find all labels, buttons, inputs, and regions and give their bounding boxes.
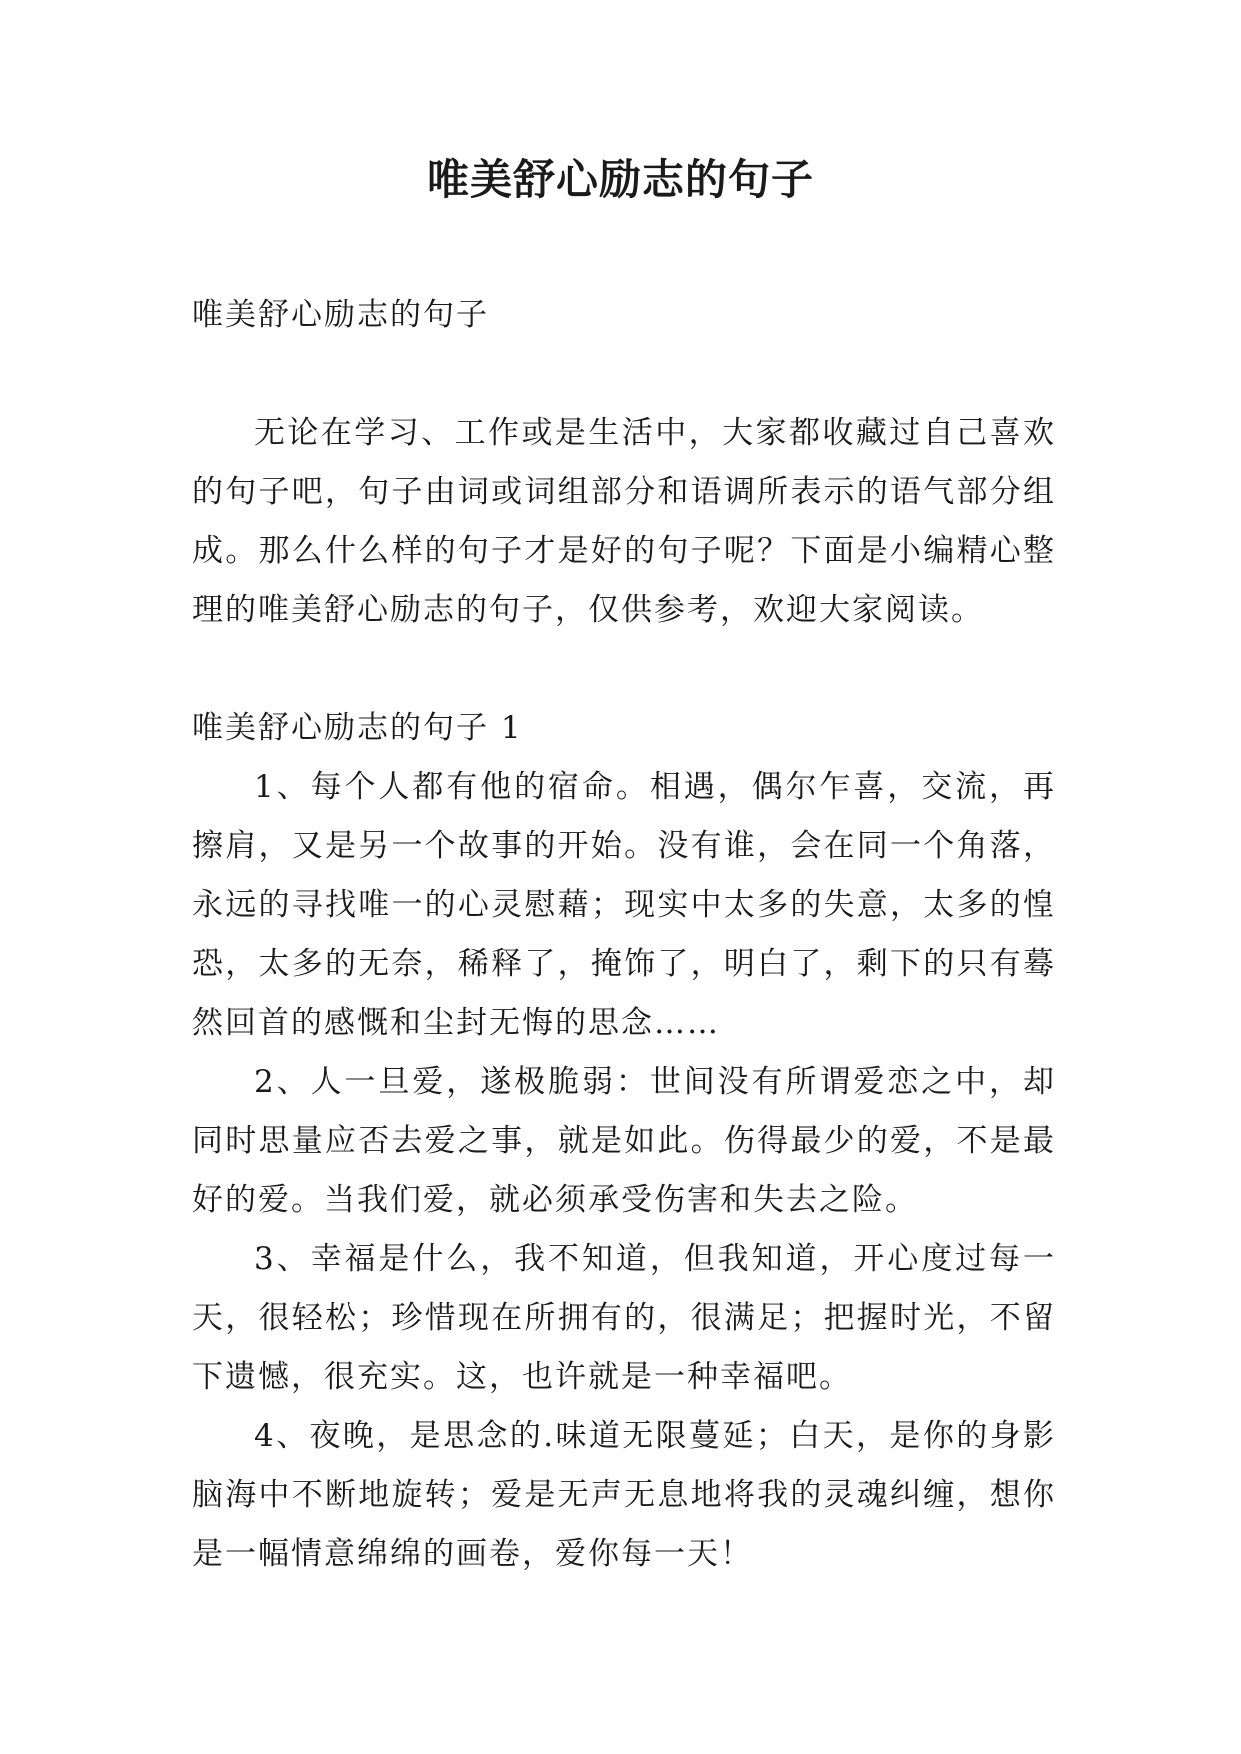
intro-paragraph: 无论在学习、工作或是生活中，大家都收藏过自己喜欢的句子吧，句子由词或词组部分和语调所表示的语气部分组成。那么什么样的句子才是好的句子呢？下面是小编精心整理的唯美舒心励志的句子，仅供参考，欢迎大家阅读。 [192,415,1056,628]
section-heading: 唯美舒心励志的句子 1 [192,710,523,746]
quote-item-3: 3、幸福是什么，我不知道，但我知道，开心度过每一天，很轻松；珍惜现在所拥有的，很满足；把握时光，不留下遗憾，很充实。这，也许就是一种幸福吧。 [192,1241,1056,1395]
document-subtitle: 唯美舒心励志的句子 [192,297,489,333]
quote-item-4: 4、夜晚，是思念的.味道无限蔓延；白天，是你的身影脑海中不断地旋转；爱是无声无息地将我的灵魂纠缠，想你是一幅情意绵绵的画卷，爱你每一天！ [192,1418,1056,1572]
document-title: 唯美舒心励志的句子 [426,155,814,204]
quote-item-2: 2、人一旦爱，遂极脆弱：世间没有所谓爱恋之中，却同时思量应否去爱之事，就是如此。伤得最少的爱，不是最好的爱。当我们爱，就必须承受伤害和失去之险。 [192,1064,1056,1218]
quote-item-1: 1、每个人都有他的宿命。相遇，偶尔乍喜，交流，再擦肩，又是另一个故事的开始。没有谁，会在同一个角落，永远的寻找唯一的心灵慰藉；现实中太多的失意，太多的惶恐，太多的无奈，稀释了，掩饰了，明白了，剩下的只有蓦然回首的感慨和尘封无悔的思念…… [192,769,1056,1041]
document-body [192,286,1056,1584]
